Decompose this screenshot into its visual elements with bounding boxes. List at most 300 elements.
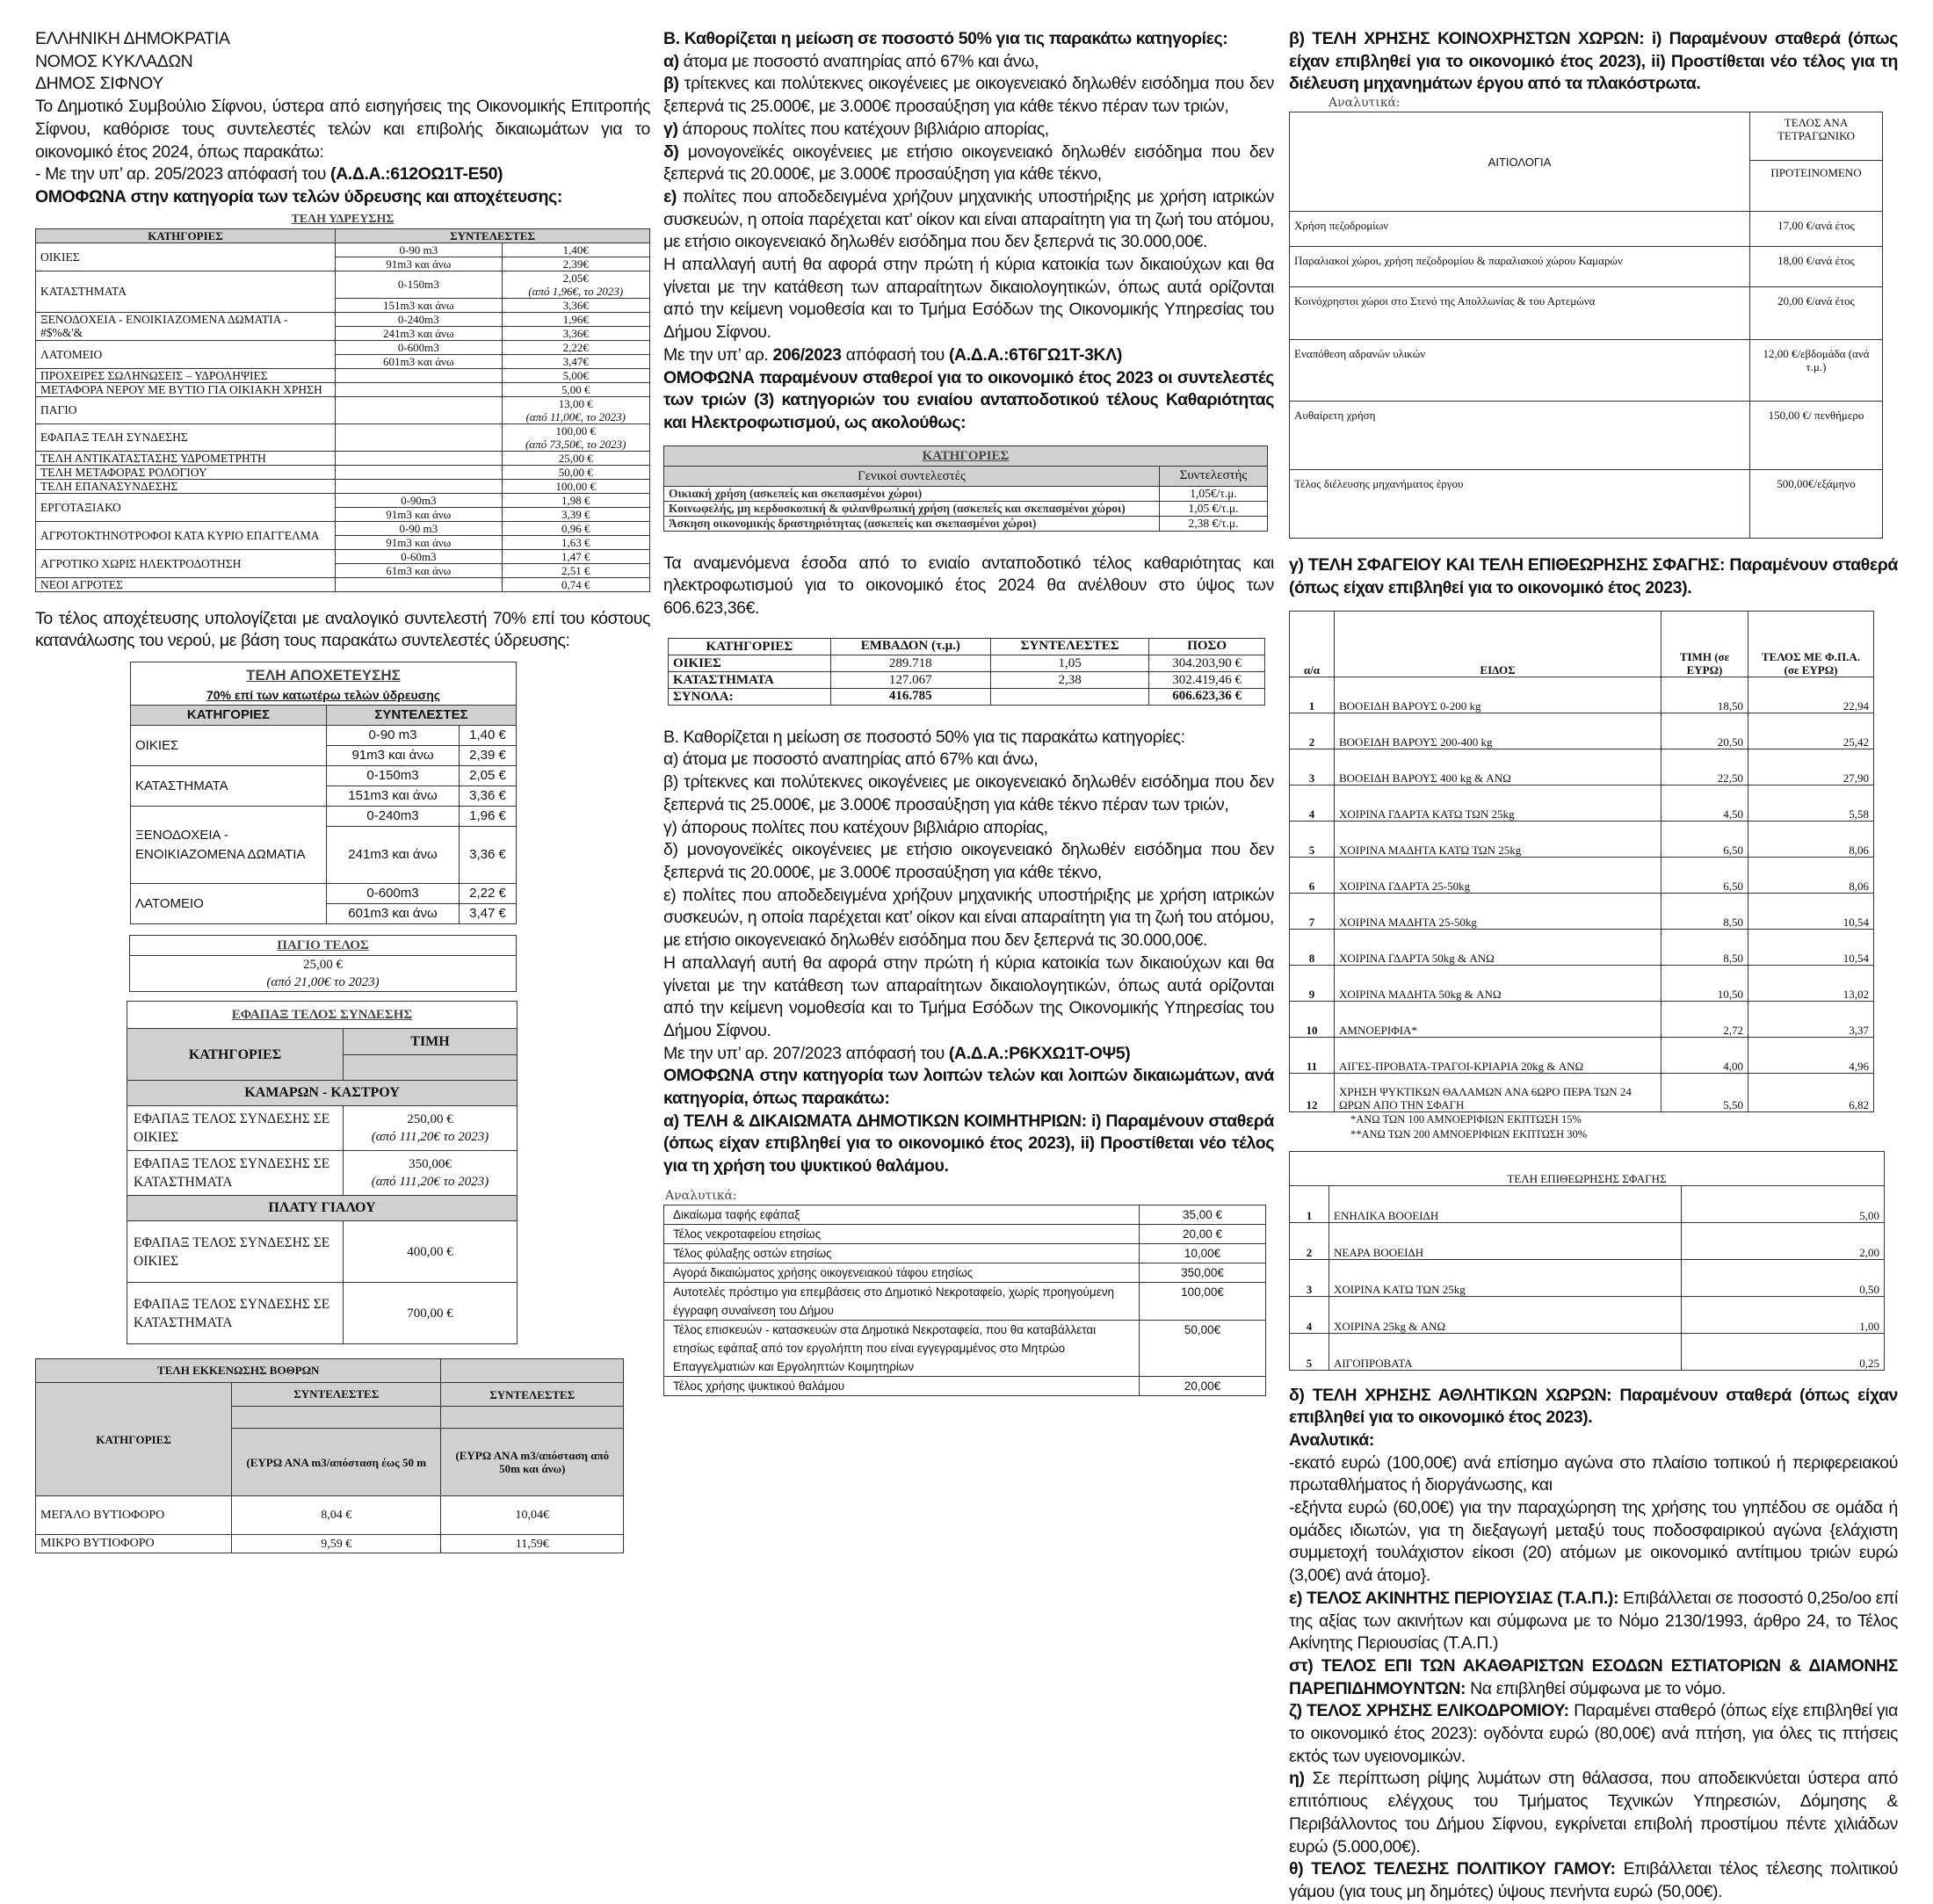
slaughter-cell: 8,50 bbox=[1662, 893, 1748, 929]
inspection-title: ΤΕΛΗ ΕΠΙΘΕΩΡΗΣΗΣ ΣΦΑΓΗΣ bbox=[1290, 1151, 1885, 1185]
common-spaces-caption: Αναλυτικά: bbox=[1328, 96, 1401, 111]
water-rate: 2,39€ bbox=[562, 257, 589, 271]
common-label: Κοινόχρηστοι χώροι στο Στενό της Απολλωνίας & του Αρτεμώνα bbox=[1290, 287, 1750, 340]
cesspool-sub-1: (ΕΥΡΩ ΑΝΑ m3/απόσταση έως 50 m bbox=[232, 1429, 441, 1496]
water-range bbox=[336, 479, 502, 493]
connection-label: ΕΦΑΠΑΞ ΤΕΛΟΣ ΣΥΝΔΕΣΗΣ ΣΕ ΚΑΤΑΣΤΗΜΑΤΑ bbox=[127, 1283, 344, 1344]
connection-title: ΕΦΑΠΑΞ ΤΕΛΟΣ ΣΥΝΔΕΣΗΣ bbox=[127, 1002, 518, 1029]
water-fees-table bbox=[35, 228, 650, 592]
cleaning-value: 2,38 €/τ.μ. bbox=[1160, 516, 1268, 531]
section-z-title: ζ) ΤΕΛΟΣ ΧΡΗΣΗΣ ΕΛΙΚΟΔΡΟΜΙΟΥ: bbox=[1289, 1701, 1569, 1721]
section-e-title: ε) ΤΕΛΟΣ ΑΚΙΝΗΤΗΣ ΠΕΡΙΟΥΣΙΑΣ (Τ.Α.Π.): bbox=[1289, 1588, 1619, 1608]
water-rate: 25,00 € bbox=[558, 451, 593, 465]
slaughter-row bbox=[1290, 821, 1874, 857]
slaughter-cell: ΧΡΗΣΗ ΨΥΚΤΙΚΩΝ ΘΑΛΑΜΩΝ ΑΝΑ 6ΩΡΟ ΠΕΡΑ ΤΩΝ 24 ΩΡΩΝ ΑΠΟ ΤΗΝ ΣΦΑΓΗ bbox=[1335, 1073, 1662, 1111]
common-value: 150,00 €/ πενθήμερο bbox=[1750, 402, 1883, 470]
cleaning-title: ΚΑΤΗΓΟΡΙΕΣ bbox=[664, 445, 1268, 466]
water-rate-cell bbox=[502, 521, 649, 535]
common-value: 18,00 €/ανά έτος bbox=[1750, 247, 1883, 287]
revenue-header-3: ΠΟΣΟ bbox=[1149, 638, 1265, 655]
revenue-cell: 304.203,90 € bbox=[1149, 655, 1265, 671]
cesspool-row bbox=[36, 1535, 624, 1553]
water-rate-cell bbox=[502, 535, 649, 549]
slaughter-cell: 5,50 bbox=[1662, 1073, 1748, 1111]
slaughter-cell: 22,94 bbox=[1748, 677, 1874, 713]
water-category: ΤΕΛΗ ΜΕΤΑΦΟΡΑΣ ΡΟΛΟΓΙΟΥ bbox=[36, 465, 336, 479]
common-header-fee: ΤΕΛΟΣ ΑΝΑ ΤΕΤΡΑΓΩΝΙΚΟ bbox=[1750, 112, 1883, 161]
fixed-fee-cell bbox=[130, 956, 517, 992]
water-rate: 3,47€ bbox=[562, 354, 589, 368]
common-row bbox=[1290, 402, 1883, 470]
water-header-rates: ΣΥΝΤΕΛΕΣΤΕΣ bbox=[336, 228, 650, 243]
water-category: ΞΕΝΟΔΟΧΕΙΑ - ΕΝΟΙΚΙΑΖΟΜΕΝΑ ΔΩΜΑΤΙΑ - #$%&'& bbox=[36, 312, 336, 340]
reduction-1-mark: β) bbox=[663, 74, 679, 94]
water-row bbox=[36, 243, 650, 257]
water-rate: 1,63 € bbox=[561, 535, 590, 549]
water-rate-cell bbox=[502, 396, 649, 424]
reduction-1-text: άπορους πολίτες που κατέχουν βιβλιάριο απορίας, bbox=[677, 119, 1049, 139]
slaughter-row bbox=[1290, 857, 1874, 893]
slaughter-cell: 6,50 bbox=[1662, 821, 1748, 857]
water-range bbox=[336, 424, 502, 451]
cemetery-value: 20,00 € bbox=[1140, 1224, 1266, 1243]
section-d-item-2: -εξήντα ευρώ (60,00€) για την παραχώρηση της χρήσης του γηπέδου σε ομάδα ή ομάδες ιδιωτών, για τη διεξαγωγή μεταξύ τους ποδοσφαιρικού αγώνα {ελάχιστη συμμετοχή τουλάχιστον είκοσι (20) ατόμων με οικονομικό αντίτιμου τριών ευρώ (3,00€) ανά άτομο}. bbox=[1289, 1498, 1898, 1586]
water-row bbox=[36, 465, 650, 479]
slaughter-cell: 6,82 bbox=[1748, 1073, 1874, 1111]
section-c-slaughter: γ) ΤΕΛΗ ΣΦΑΓΕΙΟΥ ΚΑΙ ΤΕΛΗ ΕΠΙΘΕΩΡΗΣΗΣ ΣΦΑΓΗΣ: Παραμένουν σταθερά (όπως είχαν επιβληθεί για το οικονομικό έτος 2023). bbox=[1289, 555, 1898, 597]
sewage-intro: Το τέλος αποχέτευσης υπολογίζεται με αναλογικό συντελεστή 70% επί του κόστους κατανάλωσης του νερού, με βάση τους παρακάτω συντελεστές ύδρευσης: bbox=[35, 608, 650, 651]
decision-207-prefix: Με την υπ’ αρ. 207/2023 απόφασή του bbox=[663, 1043, 949, 1063]
slaughter-cell: 11 bbox=[1290, 1037, 1335, 1073]
inspection-index: 3 bbox=[1290, 1259, 1329, 1296]
water-row bbox=[36, 424, 650, 451]
water-row bbox=[36, 340, 650, 354]
section-st-title: στ) ΤΕΛΟΣ ΕΠΙ ΤΩΝ ΑΚΑΘΑΡΙΣΤΩΝ ΕΣΟΔΩΝ ΕΣΤΙΑΤΟΡΙΩΝ & ΔΙΑΜΟΝΗΣ ΠΑΡΕΠΙΔΗΜΟΥΝΤΩΝ: bbox=[1289, 1655, 1898, 1698]
water-table-caption: ΤΕΛΗ ΥΔΡΕΥΣΗΣ bbox=[291, 212, 395, 226]
cemetery-value: 10,00€ bbox=[1140, 1243, 1266, 1263]
slaughter-cell: 3,37 bbox=[1748, 1001, 1874, 1037]
water-range: 0-90 m3 bbox=[336, 521, 502, 535]
cemetery-value: 35,00 € bbox=[1140, 1205, 1266, 1224]
inspection-row bbox=[1290, 1185, 1885, 1222]
reduction-1-text: μονογονεϊκές οικογένειες με ετήσιο οικογενειακό δηλωθέν εισόδημα που δεν ξεπερνά τις 20.000€, με 3.000€ προσαύξηση για κάθε τέκνο, bbox=[663, 141, 1274, 185]
revenue-total-area: 416.785 bbox=[830, 688, 990, 705]
water-rate-cell bbox=[502, 451, 649, 465]
cemetery-row bbox=[664, 1282, 1266, 1320]
water-range bbox=[336, 368, 502, 382]
slaughter-cell: 8,06 bbox=[1748, 857, 1874, 893]
sewage-category: ΞΕΝΟΔΟΧΕΙΑ - ΕΝΟΙΚΙΑΖΟΜΕΝΑ ΔΩΜΑΤΙΑ bbox=[131, 807, 327, 884]
slaughter-cell: ΑΜΝΟΕΡΙΦΙΑ* bbox=[1335, 1001, 1662, 1037]
cesspool-header-rates-1: ΣΥΝΤΕΛΕΣΤΕΣ bbox=[232, 1383, 441, 1407]
common-label: Εναπόθεση αδρανών υλικών bbox=[1290, 340, 1750, 402]
connection-label: ΕΦΑΠΑΞ ΤΕΛΟΣ ΣΥΝΔΕΣΗΣ ΣΕ ΟΙΚΙΕΣ bbox=[127, 1221, 344, 1283]
sewage-title-cell bbox=[131, 662, 517, 706]
sewage-range: 0-600m3 bbox=[327, 884, 460, 904]
connection-value: 250,00 € bbox=[407, 1112, 453, 1127]
inspection-value: 5,00 bbox=[1682, 1185, 1885, 1222]
water-rate-cell bbox=[502, 312, 649, 326]
water-range: 0-90 m3 bbox=[336, 243, 502, 257]
connection-value-cell bbox=[344, 1151, 518, 1196]
reduction-1-exemption: Η απαλλαγή αυτή θα αφορά στην πρώτη ή κύρια κατοικία των δικαιούχων και θα γίνεται με την κατάθεση των απαραίτητων δικαιολογητικών, όπως αυτά ορίζονται από την κείμενη νομοθεσία και το Τμήμα Εσόδων της Οικονομικής Υπηρεσίας του Δήμου Σίφνου. bbox=[663, 255, 1274, 343]
slaughter-cell: 27,90 bbox=[1748, 749, 1874, 785]
water-rate-note: (από 1,96€, το 2023) bbox=[528, 284, 624, 298]
slaughter-cell: 22,50 bbox=[1662, 749, 1748, 785]
reduction-1-mark: γ) bbox=[663, 119, 678, 139]
water-rate-cell bbox=[502, 340, 649, 354]
water-rate: 13,00 € bbox=[558, 396, 593, 410]
reduction-2-heading: Β. Καθορίζεται η μείωση σε ποσοστό 50% για τις παρακάτω κατηγορίες: bbox=[663, 727, 1185, 747]
sewage-range: 0-90 m3 bbox=[327, 726, 460, 746]
revenue-cell: 2,38 bbox=[990, 671, 1148, 688]
revenue-cell: 302.419,46 € bbox=[1149, 671, 1265, 688]
inspection-kind: ΝΕΑΡΑ ΒΟΟΕΙΔΗ bbox=[1329, 1222, 1682, 1259]
water-row bbox=[36, 271, 650, 298]
common-spaces-table bbox=[1289, 112, 1883, 539]
inspection-value: 1,00 bbox=[1682, 1296, 1885, 1333]
section-b-common-spaces: β) ΤΕΛΗ ΧΡΗΣΗΣ ΚΟΙΝΟΧΡΗΣΤΩΝ ΧΩΡΩΝ: i) Παραμένουν σταθερά (όπως είχαν επιβληθεί για το οικονομικό έτος 2023), ii) Προστίθεται νέο τέλος για τη διέλευση μηχανημάτων έργου από τα πλακόστρωτα. bbox=[1289, 29, 1898, 94]
water-rate: 2,51 € bbox=[561, 563, 590, 577]
water-range: 0-90m3 bbox=[336, 493, 502, 507]
section-z-heliport bbox=[1289, 1700, 1898, 1768]
water-rate-cell bbox=[502, 298, 649, 312]
water-rate-cell bbox=[502, 368, 649, 382]
water-rate: 3,39 € bbox=[561, 507, 590, 521]
connection-group-row bbox=[127, 1196, 518, 1221]
sewage-range: 0-240m3 bbox=[327, 807, 460, 827]
revenue-cell: 289.718 bbox=[830, 655, 990, 671]
water-row bbox=[36, 549, 650, 563]
revenue-row bbox=[669, 671, 1265, 688]
reduction-1-item bbox=[663, 119, 1274, 141]
connection-group-row bbox=[127, 1081, 518, 1106]
section-st-text: Να επιβληθεί σύμφωνα με το νόμο. bbox=[1466, 1678, 1727, 1698]
decision-206 bbox=[663, 344, 1274, 367]
slaughter-cell: ΧΟΙΡΙΝΑ ΜΑΔΗΤΑ 50kg & ΑΝΩ bbox=[1335, 965, 1662, 1001]
cesspool-value-2: 10,04€ bbox=[441, 1496, 624, 1535]
common-label: Παραλιακοί χώροι, χρήση πεζοδρομίου & παραλιακού χώρου Καμαρών bbox=[1290, 247, 1750, 287]
sewage-range: 151m3 και άνω bbox=[327, 786, 460, 807]
slaughter-cell: ΧΟΙΡΙΝΑ ΓΔΑΡΤΑ ΚΑΤΩ ΤΩΝ 25kg bbox=[1335, 785, 1662, 821]
connection-header-empty bbox=[344, 1055, 518, 1081]
connection-header-price: ΤΙΜΗ bbox=[344, 1029, 518, 1055]
cleaning-label: Άσκηση οικονομικής δραστηριότητας (ασκεπείς και σκεπασμένοι χώροι) bbox=[664, 516, 1160, 531]
cleaning-rates-table bbox=[663, 445, 1268, 532]
water-category: ΛΑΤΟΜΕΙΟ bbox=[36, 340, 336, 368]
water-rate: 1,40€ bbox=[562, 243, 589, 257]
water-rate: 3,36€ bbox=[562, 326, 589, 340]
inspection-fees-table bbox=[1289, 1151, 1885, 1371]
connection-header-categories: ΚΑΤΗΓΟΡΙΕΣ bbox=[127, 1029, 344, 1081]
sewage-row bbox=[131, 726, 517, 746]
decision-206-number: 206/2023 bbox=[772, 344, 842, 365]
water-rate-cell bbox=[502, 382, 649, 396]
slaughter-row bbox=[1290, 929, 1874, 965]
slaughter-row bbox=[1290, 785, 1874, 821]
water-category: ΠΑΓΙΟ bbox=[36, 396, 336, 424]
water-row bbox=[36, 451, 650, 465]
fixed-fee-note: (από 21,00€ το 2023) bbox=[266, 975, 380, 990]
water-header-categories: ΚΑΤΗΓΟΡΙΕΣ bbox=[36, 228, 336, 243]
slaughter-cell: 25,42 bbox=[1748, 713, 1874, 749]
water-range bbox=[336, 382, 502, 396]
slaughter-cell: ΒΟΟΕΙΔΗ ΒΑΡΟΥΣ 400 kg & ΑΝΩ bbox=[1335, 749, 1662, 785]
cesspool-fees-table bbox=[35, 1358, 624, 1553]
reduction-1-item bbox=[663, 186, 1274, 254]
water-row bbox=[36, 577, 650, 591]
connection-label: ΕΦΑΠΑΞ ΤΕΛΟΣ ΣΥΝΔΕΣΗΣ ΣΕ ΚΑΤΑΣΤΗΜΑΤΑ bbox=[127, 1151, 344, 1196]
slaughter-cell: 4,96 bbox=[1748, 1037, 1874, 1073]
decision-205 bbox=[35, 163, 650, 186]
cesspool-empty-2 bbox=[441, 1407, 624, 1429]
sewage-row bbox=[131, 766, 517, 786]
water-range: 241m3 και άνω bbox=[336, 326, 502, 340]
sewage-fees-table bbox=[130, 662, 517, 924]
cesspool-header-categories: ΚΑΤΗΓΟΡΙΕΣ bbox=[36, 1383, 232, 1496]
revenue-total-label: ΣΥΝΟΛΑ: bbox=[669, 688, 831, 705]
common-value: 500,00€/εξάμηνο bbox=[1750, 470, 1883, 539]
inspection-value: 0,50 bbox=[1682, 1259, 1885, 1296]
section-e-text: Επιβάλλεται σε ποσοστό 0,25ο/οο επί της αξίας των ακινήτων και σύμφωνα με το Νόμο 2130/1993, άρθρο 24, το Τέλος Ακίνητης Περιουσίας (Τ.Α.Π.) bbox=[1289, 1588, 1898, 1654]
common-value: 17,00 €/ανά έτος bbox=[1750, 212, 1883, 247]
slaughter-header-index: α/α bbox=[1290, 611, 1335, 677]
slaughter-cell: 4 bbox=[1290, 785, 1335, 821]
sewage-category: ΛΑΤΟΜΕΙΟ bbox=[131, 884, 327, 924]
header-line-3: ΔΗΜΟΣ ΣΙΦΝΟΥ bbox=[35, 74, 163, 94]
water-category: ΤΕΛΗ ΕΠΑΝΑΣΥΝΔΕΣΗΣ bbox=[36, 479, 336, 493]
section-h-mark: η) bbox=[1289, 1769, 1305, 1789]
sewage-header-categories: ΚΑΤΗΓΟΡΙΕΣ bbox=[131, 706, 327, 726]
sewage-rate: 2,05 € bbox=[460, 766, 517, 786]
common-label: Χρήση πεζοδρομίων bbox=[1290, 212, 1750, 247]
water-rate-cell bbox=[502, 271, 649, 298]
slaughter-row bbox=[1290, 965, 1874, 1001]
slaughter-cell: 5,58 bbox=[1748, 785, 1874, 821]
cleaning-value: 1,05€/τ.μ. bbox=[1160, 486, 1268, 501]
sewage-rate: 1,40 € bbox=[460, 726, 517, 746]
water-category: ΕΡΓΟΤΑΞΙΑΚΟ bbox=[36, 493, 336, 521]
water-range: 0-60m3 bbox=[336, 549, 502, 563]
water-category: ΜΕΤΑΦΟΡΑ ΝΕΡΟΥ ΜΕ ΒΥΤΙΟ ΓΙΑ ΟΙΚΙΑΚΗ ΧΡΗΣΗ bbox=[36, 382, 336, 396]
reduction-1-mark: δ) bbox=[663, 141, 679, 162]
slaughter-row bbox=[1290, 1073, 1874, 1111]
slaughter-row bbox=[1290, 893, 1874, 929]
cemetery-row bbox=[664, 1320, 1266, 1376]
cesspool-category: ΜΕΓΑΛΟ ΒΥΤΙΟΦΟΡΟ bbox=[36, 1496, 232, 1535]
connection-row bbox=[127, 1283, 518, 1344]
slaughter-cell: ΧΟΙΡΙΝΑ ΓΔΑΡΤΑ 25-50kg bbox=[1335, 857, 1662, 893]
reduction-1-item bbox=[663, 141, 1274, 186]
revenue-header-2: ΣΥΝΤΕΛΕΣΤΕΣ bbox=[990, 638, 1148, 655]
water-range bbox=[336, 577, 502, 591]
slaughter-cell: ΑΙΓΕΣ-ΠΡΟΒΑΤΑ-ΤΡΑΓΟΙ-ΚΡΙΑΡΙΑ 20kg & ΑΝΩ bbox=[1335, 1037, 1662, 1073]
slaughter-cell: 6 bbox=[1290, 857, 1335, 893]
water-range bbox=[336, 451, 502, 465]
cesspool-value-1: 8,04 € bbox=[232, 1496, 441, 1535]
water-category: ΝΕΟΙ ΑΓΡΟΤΕΣ bbox=[36, 577, 336, 591]
fixed-fee-value: 25,00 € bbox=[303, 958, 343, 973]
sewage-row bbox=[131, 884, 517, 904]
cemetery-row bbox=[664, 1205, 1266, 1224]
cleaning-header-general: Γενικοί συντελεστές bbox=[664, 466, 1160, 486]
cemetery-label: Αγορά δικαιώματος χρήσης οικογενειακού τάφου ετησίως bbox=[664, 1263, 1140, 1282]
connection-value-cell bbox=[344, 1283, 518, 1344]
connection-value: 700,00 € bbox=[407, 1306, 453, 1321]
reduction-1-text: πολίτες που αποδεδειγμένα χρήζουν μηχανικής υποστήριξης με χρήση ιατρικών συσκευών, η οποία παρέχεται κατ’ οίκον και είναι απαραίτητη για τη ζωή του ατόμου, με ετήσιο οικογενειακό δηλωθέν εισόδημα που δεν ξεπερνά τις 30.000,00€. bbox=[663, 186, 1274, 252]
slaughter-cell: 8,50 bbox=[1662, 929, 1748, 965]
reduction-2-item: β) τρίτεκνες και πολύτεκνες οικογένειες με οικογενειακό δηλωθέν εισόδημα που δεν ξεπερνά τις 25.000€, με 3.000€ προσαύξηση για κάθε τέκνο πέραν των τριών, bbox=[663, 772, 1274, 814]
section-a-cemeteries: α) ΤΕΛΗ & ΔΙΚΑΙΩΜΑΤΑ ΔΗΜΟΤΙΚΩΝ ΚΟΙΜΗΤΗΡΙΩΝ: i) Παραμένουν σταθερά (όπως είχαν επιβληθεί για το οικονομικό έτος 2023), ii) Προστίθεται νέο τέλος για τη χρήση του ψυκτικού θαλάμου. bbox=[663, 1111, 1274, 1176]
slaughter-header-kind: ΕΙΔΟΣ bbox=[1335, 611, 1662, 677]
reduction-1-text: άτομα με ποσοστό αναπηρίας από 67% και άνω, bbox=[678, 51, 1039, 71]
inspection-value: 0,25 bbox=[1682, 1333, 1885, 1370]
water-category: ΟΙΚΙΕΣ bbox=[36, 243, 336, 271]
slaughter-cell: 5 bbox=[1290, 821, 1335, 857]
connection-value: 350,00€ bbox=[409, 1157, 452, 1172]
water-rate: 2,05€ bbox=[562, 271, 589, 285]
cemetery-row bbox=[664, 1376, 1266, 1395]
water-rate-cell bbox=[502, 243, 649, 257]
reduction-1-mark: α) bbox=[663, 51, 679, 71]
water-rate-cell bbox=[502, 257, 649, 271]
cesspool-title-empty bbox=[441, 1359, 624, 1383]
slaughter-cell: 9 bbox=[1290, 965, 1335, 1001]
slaughter-cell: ΒΟΟΕΙΔΗ ΒΑΡΟΥΣ 0-200 kg bbox=[1335, 677, 1662, 713]
slaughter-cell: 4,50 bbox=[1662, 785, 1748, 821]
water-rate: 50,00 € bbox=[558, 465, 593, 479]
section-d-sports: δ) ΤΕΛΗ ΧΡΗΣΗΣ ΑΘΛΗΤΙΚΩΝ ΧΩΡΩΝ: Παραμένουν σταθερά (όπως είχαν επιβληθεί για το οικονομικό έτος 2023). bbox=[1289, 1385, 1898, 1428]
left-column bbox=[35, 28, 650, 1553]
water-rate-note: (από 73,50€, το 2023) bbox=[525, 437, 626, 451]
cemetery-label: Τέλος χρήσης ψυκτικού θαλάμου bbox=[664, 1376, 1140, 1395]
inspection-value: 2,00 bbox=[1682, 1222, 1885, 1259]
common-row bbox=[1290, 287, 1883, 340]
cesspool-header-rates-2: ΣΥΝΤΕΛΕΣΤΕΣ bbox=[441, 1383, 624, 1407]
cemetery-row bbox=[664, 1243, 1266, 1263]
water-row bbox=[36, 493, 650, 507]
inspection-row bbox=[1290, 1296, 1885, 1333]
section-z-text: Παραμένει σταθερό (όπως είχε επιβληθεί για το οικονομικό έτος 2023): ογδόντα ευρώ (80,00€) ανά πτήση, για όλες τις πτήσεις εκτός των υγειονομικών. bbox=[1289, 1701, 1898, 1766]
revenue-text: Τα αναμενόμενα έσοδα από το ενιαίο ανταποδοτικό τέλος καθαριότητας και ηλεκτροφωτισμού για το οικονομικό έτος 2024 θα ανέλθουν στο ύψος των 606.623,36€. bbox=[663, 553, 1274, 619]
section-e-property bbox=[1289, 1588, 1898, 1655]
common-value: 12,00 €/εβδομάδα (ανά τ.μ.) bbox=[1750, 340, 1883, 402]
revenue-cell: ΟΙΚΙΕΣ bbox=[669, 655, 831, 671]
fixed-fee-table bbox=[129, 935, 517, 992]
water-rate: 0,96 € bbox=[561, 521, 590, 535]
reduction-1-mark: ε) bbox=[663, 186, 677, 206]
cleaning-row bbox=[664, 486, 1268, 501]
water-rate-cell bbox=[502, 326, 649, 340]
cleaning-label: Κοινωφελής, μη κερδοσκοπική & φιλανθρωπική χρήση (ασκεπείς και σκεπασμένοι χώροι) bbox=[664, 501, 1160, 516]
slaughter-row bbox=[1290, 713, 1874, 749]
sewage-row bbox=[131, 807, 517, 827]
sewage-category: ΚΑΤΑΣΤΗΜΑΤΑ bbox=[131, 766, 327, 807]
slaughter-row bbox=[1290, 749, 1874, 785]
cemetery-label: Τέλος νεκροταφείου ετησίως bbox=[664, 1224, 1140, 1243]
revenue-total-amount: 606.623,36 € bbox=[1149, 688, 1265, 705]
water-rate-cell bbox=[502, 465, 649, 479]
connection-fee-table bbox=[127, 1001, 518, 1344]
connection-row bbox=[127, 1221, 518, 1283]
fixed-fee-title: ΠΑΓΙΟ ΤΕΛΟΣ bbox=[130, 936, 517, 956]
slaughter-cell: 8 bbox=[1290, 929, 1335, 965]
water-rate-cell bbox=[502, 354, 649, 368]
reduction-1-text: τρίτεκνες και πολύτεκνες οικογένειες με οικογενειακό δηλωθέν εισόδημα που δεν ξεπερνά τις 25.000€, με 3.000€ προσαύξηση για κάθε τέκνο πέραν των τριών, bbox=[663, 74, 1274, 117]
cemetery-label: Τέλος φύλαξης οστών ετησίως bbox=[664, 1243, 1140, 1263]
reduction-1-item bbox=[663, 51, 1274, 74]
decision-207 bbox=[663, 1043, 1274, 1066]
water-category: ΕΦΑΠΑΞ ΤΕΛΗ ΣΥΝΔΕΣΗΣ bbox=[36, 424, 336, 451]
inspection-index: 5 bbox=[1290, 1333, 1329, 1370]
slaughter-header-vat: ΤΕΛΟΣ ΜΕ Φ.Π.Α. (σε ΕΥΡΩ) bbox=[1748, 611, 1874, 677]
connection-value-cell bbox=[344, 1106, 518, 1151]
inspection-row bbox=[1290, 1222, 1885, 1259]
connection-row bbox=[127, 1106, 518, 1151]
water-range: 151m3 και άνω bbox=[336, 298, 502, 312]
cemetery-label: Δικαίωμα ταφής εφάπαξ bbox=[664, 1205, 1140, 1224]
revenue-cell: 127.067 bbox=[830, 671, 990, 688]
slaughter-cell: 2,72 bbox=[1662, 1001, 1748, 1037]
section-d-item-1: -εκατό ευρώ (100,00€) ανά επίσημο αγώνα στο πλαίσιο τοπικού ή περιφερειακού πρωταθλήματος ή διοργάνωσης, και bbox=[1289, 1452, 1898, 1495]
slaughter-cell: ΧΟΙΡΙΝΑ ΓΔΑΡΤΑ 50kg & ΑΝΩ bbox=[1335, 929, 1662, 965]
section-st-restaurants bbox=[1289, 1655, 1898, 1700]
cemetery-label: Τέλος επισκευών - κατασκευών στα Δημοτικά Νεκροταφεία, που θα καταβάλλεται ετησίως εφάπαξ από τον εργολήπτη που είναι εγγεγραμμένος στο Μητρώο Επαγγελματιών και Εργοληπτών Κοιμητηρίων bbox=[664, 1320, 1140, 1376]
water-range: 91m3 και άνω bbox=[336, 507, 502, 521]
sewage-title: ΤΕΛΗ ΑΠΟΧΕΤΕΥΣΗΣ bbox=[246, 667, 401, 684]
sewage-category: ΟΙΚΙΕΣ bbox=[131, 726, 327, 766]
section-h-text: Σε περίπτωση ρίψης λυμάτων στη θάλασσα, που αποδεικνύεται ύστερα από επιτόπιους ελέγχους του Τμήματος Τεχνικών Υπηρεσιών, Δόμησης & Περιβάλλοντος του Δήμου Σίφνου, εγκρίνεται επιβολή προστίμου πέντε χιλιάδων ευρώ (5.000,00€). bbox=[1289, 1769, 1898, 1857]
revenue-header-1: ΕΜΒΑΔΟΝ (τ.μ.) bbox=[830, 638, 990, 655]
water-range: 0-600m3 bbox=[336, 340, 502, 354]
cesspool-sub-2: (ΕΥΡΩ ΑΝΑ m3/απόσταση από 50m και άνω) bbox=[441, 1429, 624, 1496]
sewage-header-rates: ΣΥΝΤΕΛΕΣΤΕΣ bbox=[327, 706, 517, 726]
water-rate: 5,00 € bbox=[561, 382, 590, 396]
cemetery-value: 350,00€ bbox=[1140, 1263, 1266, 1282]
slaughter-cell: 10,54 bbox=[1748, 893, 1874, 929]
common-row bbox=[1290, 247, 1883, 287]
decision-206-ada: (Α.Δ.Α.:6Τ6ΓΩ1Τ-3ΚΛ) bbox=[948, 344, 1122, 365]
reduction-2-item: α) άτομα με ποσοστό αναπηρίας από 67% και άνω, bbox=[663, 749, 1039, 770]
common-row bbox=[1290, 340, 1883, 402]
water-range: 601m3 και άνω bbox=[336, 354, 502, 368]
water-category: ΑΓΡΟΤΟΚΤΗΝΟΤΡΟΦΟΙ ΚΑΤΑ ΚΥΡΙΟ ΕΠΑΓΓΕΛΜΑ bbox=[36, 521, 336, 549]
slaughter-cell: 1 bbox=[1290, 677, 1335, 713]
water-range: 0-240m3 bbox=[336, 312, 502, 326]
decision-205-ada: (Α.Δ.Α.:612ΟΩ1Τ-Ε50) bbox=[330, 164, 503, 185]
reduction-2-item: ε) πολίτες που αποδεδειγμένα χρήζουν μηχανικής υποστήριξης με χρήση ιατρικών συσκευών, η οποία παρέχεται κατ’ οίκον και είναι απαραίτητη για τη ζωή του ατόμου, με ετήσιο οικογενειακό δηλωθέν εισόδημα που δεν ξεπερνά τις 30.000,00€. bbox=[663, 885, 1274, 951]
water-row bbox=[36, 479, 650, 493]
section-d-analytic: Αναλυτικά: bbox=[1289, 1430, 1374, 1450]
cesspool-category: ΜΙΚΡΟ ΒΥΤΙΟΦΟΡΟ bbox=[36, 1535, 232, 1553]
slaughter-row bbox=[1290, 1001, 1874, 1037]
water-rate-cell bbox=[502, 577, 649, 591]
reduction-1-heading: Β. Καθορίζεται η μείωση σε ποσοστό 50% για τις παρακάτω κατηγορίες: bbox=[663, 29, 1228, 48]
cemetery-value: 100,00€ bbox=[1140, 1282, 1266, 1320]
slaughter-cell: ΧΟΙΡΙΝΑ ΜΑΔΗΤΑ ΚΑΤΩ ΤΩΝ 25kg bbox=[1335, 821, 1662, 857]
water-rate: 2,22€ bbox=[562, 340, 589, 354]
slaughter-cell: 12 bbox=[1290, 1073, 1335, 1111]
reduction-2-item: γ) άπορους πολίτες που κατέχουν βιβλιάριο απορίας, bbox=[663, 817, 1048, 837]
water-category: ΤΕΛΗ ΑΝΤΙΚΑΤΑΣΤΑΣΗΣ ΥΔΡΟΜΕΤΡΗΤΗ bbox=[36, 451, 336, 465]
cemetery-row bbox=[664, 1263, 1266, 1282]
water-rate: 0,74 € bbox=[561, 577, 590, 591]
water-rate: 1,96€ bbox=[562, 312, 589, 326]
slaughter-cell: 18,50 bbox=[1662, 677, 1748, 713]
revenue-table bbox=[668, 638, 1265, 706]
section-th-wedding bbox=[1289, 1858, 1898, 1903]
common-value: 20,00 €/ανά έτος bbox=[1750, 287, 1883, 340]
